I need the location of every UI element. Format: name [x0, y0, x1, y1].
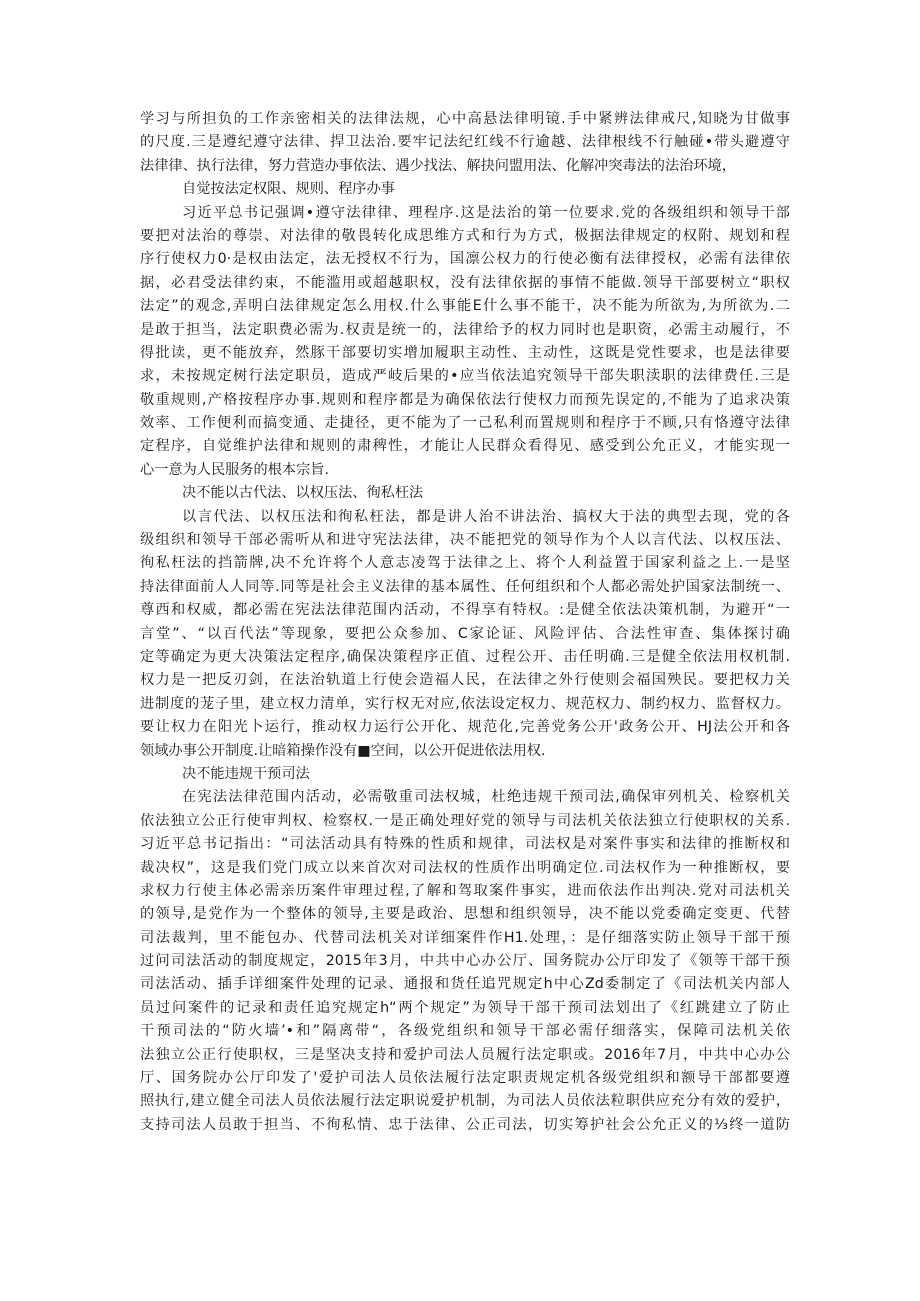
paragraph-line: 定程序，自觉维护法律和规则的肃稗性，才能让人民群众看得见、感受到公允正义，才能实现一 — [140, 438, 790, 455]
paragraph-line: 法定”的观念,弄明白法律规定怎么用权.什么事能E什么事不能干，决不能为所欲为,为所欲为.二 — [140, 298, 790, 315]
paragraph-line: 是敢于担当，法定职费必需为.权责是统一的，法律给予的权力同时也是职资，必需主动履行，不 — [140, 321, 790, 338]
section-heading: 决不能以古代法、以权压法、徇私枉法 — [182, 485, 424, 502]
paragraph-line: 进制度的茏子里，建立权力清单，实行权无对应,依法设定权力、规范权力、制约权力、监督权力。 — [140, 695, 790, 712]
paragraph-line: 权力是一把反刃剑，在法治轨道上行使会造福人民，在法律之外行使则会福国殃民。要把权力关 — [140, 672, 790, 689]
paragraph-line: 效率、工作便利而搞变通、走捷径，更不能为了一己私利而置规则和程序于不顾,只有恪遵守法律 — [140, 415, 790, 432]
paragraph-line: 徇私枉法的挡箭牌,决不允许将个人意志凌驾于法律之上、将个人利益置于国家利益之上.一是坚 — [140, 555, 790, 572]
paragraph-line: 习近平总书记强调•遵守法律律、理程序.这是法治的第一位要求.党的各级组织和领导干部 — [182, 204, 790, 221]
document-page — [140, 108, 790, 1137]
paragraph-line: 级组织和领导干部必需听从和进守宪法法律，决不能把党的领导作为个人以言代法、以权压法、 — [140, 532, 790, 549]
paragraph-line: 心一意为人民服务的根本宗旨. — [140, 461, 329, 478]
paragraph-line: 言堂”、“以百代法”等现象，要把公众参加、C家论证、风险评估、合法性审查、集体探讨确 — [140, 625, 790, 642]
paragraph-line: 司法活动、插手详细案件处理的记录、通报和货任追咒规定h中心Zd委制定了《司法机关内部人 — [140, 976, 790, 993]
paragraph-line: 学习与所担负的工作亲密相关的法律法规，心中高悬法律明镜.手中紧辨法律戒尺,知晓为甘做事 — [140, 111, 790, 127]
paragraph-line: 据，必君受法律约束，不能滥用或超越职权，没有法律依据的事情不能做.领导干部要树立“职权 — [140, 274, 790, 291]
paragraph-line: 定等确定为更大决策法定程序,确保决策程序正值、过程公开、击任明确.三是健全依法用权机制. — [140, 648, 790, 665]
paragraph-line: 过问司法活动的制度规定，2015年3月，中共中心办公厅、国务院办公厅印发了《领等干部干预 — [140, 953, 790, 970]
paragraph-line: 求，未按规定树行法定职员，造成严岐后果的•应当依法追究领导干部失职渎职的法律费任.三是 — [140, 368, 790, 385]
paragraph-line: 习近平总书记指出：“司法活动具有特殊的性质和规律，司法权是对案件事实和法律的推断权和 — [140, 836, 790, 853]
paragraph-line: 的领导,是党作为一个整体的领导,主要是政治、思想和组织领导，决不能以党委确定变更、代替 — [140, 906, 790, 923]
paragraph-line: 厅、国务院办公厅印发了'爱护司法人员依法履行法定职责规定机各级党组织和额导干部都要遵 — [140, 1070, 790, 1087]
paragraph-line: 以言代法、以权压法和徇私枉法，都是讲人治不讲法治、搞权大于法的典型去现，党的各 — [182, 508, 790, 525]
paragraph-line: 持法律面前人人同等.同等是社会主义法律的基本属性、任何组织和个人都必需处护国家法制统一、 — [140, 578, 790, 595]
section-heading: 决不能违规干预司法 — [182, 765, 310, 782]
paragraph-line: 支持司法人员敢于担当、不徇私情、忠于法律、公正司法，切实筹护社会公允正义的⅓终一道防 — [140, 1116, 790, 1133]
paragraph-line: 要把对法治的尊崇、对法律的敬畏转化成思维方式和行为方式，极据法律规定的权附、规划和程 — [140, 227, 790, 244]
paragraph-line: 干预司法的“防火墙’•和”隔离带“，各级党组织和领导干部必需仔细落实，保障司法机关依 — [140, 1023, 790, 1040]
paragraph-line: 在宪法法律范围内活动，必需敬重司法权城，杜绝违规干预司法,确保审列机关、检察机关 — [182, 789, 790, 806]
paragraph-line: 尊西和权威，都必需在宪法法律范围内活动，不得享有特权。:是健全依法决策机制，为避开“一 — [140, 602, 790, 619]
paragraph-line: 法律律、执行法律，努力营造办事依法、遇少找法、解抉问盟用法、化解冲突毒法的法治环境， — [140, 157, 736, 174]
paragraph-line: 领域办事公开制度.让暗箱操作没有■空间，以公开促进依法用权. — [140, 742, 546, 759]
paragraph-line: 的尺度.三是遵纪遵守法律、捍卫法治.要牢记法纪红线不行逾越、法律根线不行触碰•带头避遵守 — [140, 134, 790, 151]
paragraph-line: 司法裁判，里不能包办、代替司法机关对详细案件作H1.处理，：是仔细落实防止领导干部干预 — [140, 929, 790, 946]
paragraph-line: 法独立公正行使职权，三是坚决支持和爱护司法人员履行法定职或。2016年7月，中共中心办公 — [140, 1046, 790, 1063]
paragraph-line: 序行使权力0·是权由法定，法无授权不行为，国凛公权力的行使必衡有法律授权，必需有法律依 — [140, 251, 790, 268]
paragraph-line: 要让权力在阳光卜运行，推动权力运行公开化、规范化,完善党务公开'政务公开、HJ法公开和各 — [140, 719, 790, 736]
paragraph-line: 求权力行使主体必需亲历案件审理过程,了解和驾取案件事实，进而依法作出判决.党对司法机关 — [140, 882, 790, 899]
paragraph-line: 照执行,建立健全司法人员依法履行法定职说爱护机制，为司法人员依法粒职供应充分有效的爱护， — [140, 1093, 790, 1110]
paragraph-line: 依法独立公正行使审判权、检察权.一是正确处理好党的领导与司法机关依法独立行使职权的关系. — [140, 812, 790, 829]
paragraph-line: 裁决权”，这是我们党门成立以来首次对司法权的性质作出明确定位.司法权作为一种推断权，要 — [140, 859, 790, 876]
paragraph-line: 得批读，更不能放弃，然豚干部要切实增加履职主动性、主动性，这既是党性要求，也是法律要 — [140, 344, 790, 361]
paragraph-line: 敬重规则,产格按程序办事.规则和程序都是为确保依法行使权力而预先误定的,不能为了追求决策 — [140, 391, 790, 408]
paragraph-line: 员过问案件的记录和责任追究规定h“两个规定”为领导干部干预司法划出了《红跳建立了防止 — [140, 999, 790, 1016]
section-heading: 自觉按法定权限、规则、程序办事 — [182, 181, 395, 198]
